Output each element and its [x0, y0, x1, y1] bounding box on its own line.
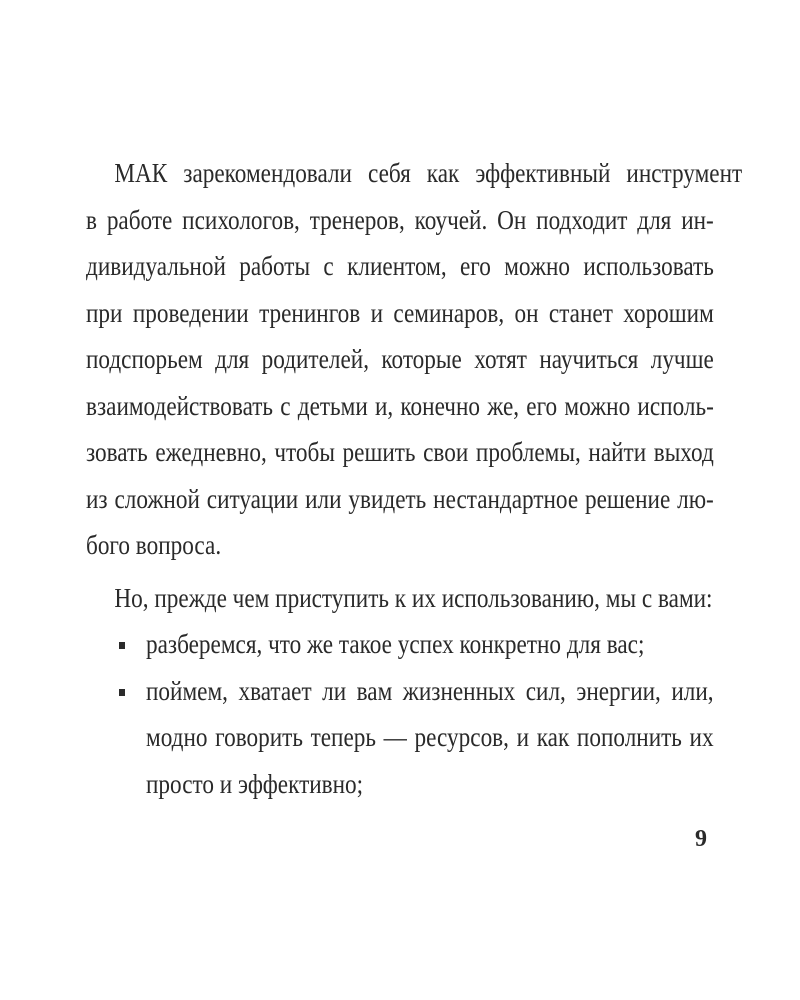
bullet-list [86, 621, 714, 807]
bullet-icon [86, 621, 146, 668]
text-line: взаимодействовать с детьми и, конечно же, его можно исполь- [86, 390, 714, 421]
text-line: подспорьем для родителей, которые хотят научиться лучше [86, 344, 714, 374]
text-line: модно говорить теперь — ресурсов, и как пополнить их [146, 722, 714, 752]
text-line: поймем, хватает ли вам жизненных сил, энергии, или, [146, 675, 714, 706]
text-line: разберемся, что же такое успех конкретно для вас; [146, 629, 645, 659]
list-item-body [146, 621, 726, 668]
text-line: просто и эффективно; [146, 768, 364, 799]
paragraph-lead-in [86, 575, 714, 622]
page-body [86, 150, 743, 807]
list-item [86, 621, 714, 668]
text-line: Но, прежде чем приступить к их использованию, мы с вами: [114, 582, 713, 613]
text-line: в работе психологов, тренеров, коучей. Он подходит для ин- [86, 204, 714, 235]
text-line: бого вопроса. [86, 530, 222, 560]
text-line: при проведении тренингов и семинаров, он станет хорошим [86, 297, 714, 328]
list-item-body [146, 668, 800, 808]
text-line: МАК зарекомендовали себя как эффективный инструмент [114, 158, 743, 188]
text-line: из сложной ситуации или увидеть нестандартное решение лю- [86, 483, 714, 514]
paragraph-intro [86, 150, 743, 569]
text-line: дивидуальной работы с клиентом, его можно использовать [86, 251, 714, 281]
text-line: зовать ежедневно, чтобы решить свои проблемы, найти выход [86, 437, 714, 467]
page-number: 9 [695, 826, 707, 852]
bullet-icon [86, 668, 146, 715]
list-item [86, 668, 714, 808]
